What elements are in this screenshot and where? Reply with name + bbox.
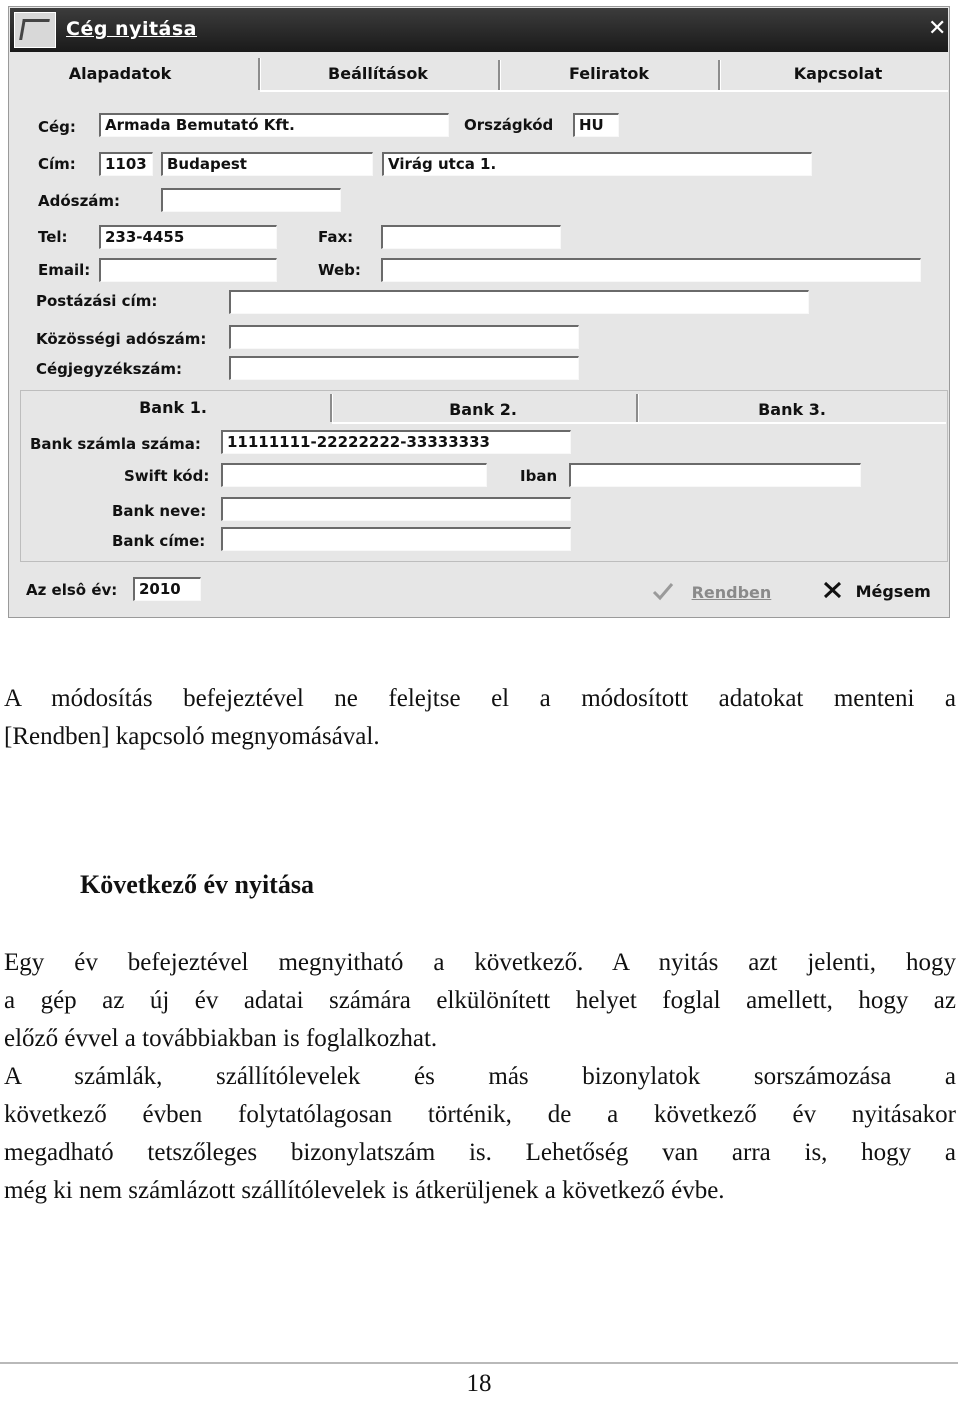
swift-field[interactable] bbox=[221, 463, 487, 487]
paragraph-line: a gép az új év adatai számára elkülönített helyet foglal amellett, hogy az bbox=[4, 987, 956, 1014]
paragraph-line: még ki nem számlázott szállítólevelek is átkerüljenek a következő évbe. bbox=[4, 1177, 725, 1204]
paragraph-line: Egy év befejeztével megnyitható a következő. A nyitás azt jelenti, hogy bbox=[4, 949, 956, 976]
cancel-button-label: Mégsem bbox=[855, 582, 931, 601]
tab-bank-1[interactable]: Bank 1. bbox=[139, 398, 207, 417]
tab-kapcsolat[interactable]: Kapcsolat bbox=[793, 64, 883, 83]
kozossegi-label: Közösségi adószám: bbox=[36, 330, 207, 348]
tab-underline bbox=[332, 422, 946, 424]
paragraph-line: A módosítás befejeztével ne felejtse el a módosított adatokat menteni a bbox=[4, 685, 956, 712]
bank-szamla-label: Bank számla száma: bbox=[30, 435, 201, 453]
iban-field[interactable] bbox=[569, 463, 861, 487]
tab-bank-3[interactable]: Bank 3. bbox=[758, 400, 826, 419]
postazasi-label: Postázási cím: bbox=[36, 292, 158, 310]
adoszam-label: Adószám: bbox=[38, 192, 121, 210]
section-heading: Következő év nyitása bbox=[80, 870, 314, 899]
bank-cime-label: Bank címe: bbox=[112, 532, 206, 550]
elso-ev-field[interactable]: 2010 bbox=[133, 577, 201, 601]
utca-field[interactable]: Virág utca 1. bbox=[382, 152, 812, 176]
tab-divider bbox=[498, 60, 500, 90]
tab-alapadatok[interactable]: Alapadatok bbox=[68, 64, 172, 83]
ceg-label: Cég: bbox=[38, 118, 76, 136]
postazasi-field[interactable] bbox=[229, 290, 809, 314]
tab-divider bbox=[258, 58, 260, 90]
cancel-button[interactable] bbox=[822, 580, 931, 601]
adoszam-field[interactable] bbox=[161, 188, 341, 212]
paragraph-line: következő évben folytatólagosan történik, de a következő év nyitásakor bbox=[4, 1101, 956, 1128]
orszagkod-field[interactable]: HU bbox=[573, 113, 619, 137]
tab-divider bbox=[718, 60, 720, 90]
paragraph-line: előző évvel a továbbiakban is foglalkozhat. bbox=[4, 1025, 438, 1052]
ok-button-label: Rendben bbox=[691, 583, 772, 602]
elso-ev-label: Az elsô év: bbox=[26, 581, 118, 599]
fax-field[interactable] bbox=[381, 225, 561, 249]
tel-field[interactable]: 233-4455 bbox=[99, 225, 277, 249]
varos-field[interactable]: Budapest bbox=[161, 152, 373, 176]
bank-cime-field[interactable] bbox=[221, 527, 571, 551]
ceg-field[interactable]: Armada Bemutató Kft. bbox=[99, 113, 449, 137]
kozossegi-field[interactable] bbox=[229, 325, 579, 349]
tab-feliratok[interactable]: Feliratok bbox=[568, 64, 650, 83]
email-field[interactable] bbox=[99, 258, 277, 282]
paragraph-line: A számlák, szállítólevelek és más bizonylatok sorszámozása a bbox=[4, 1063, 956, 1090]
cegjegyzek-field[interactable] bbox=[229, 356, 579, 380]
tab-divider bbox=[636, 394, 638, 422]
tab-divider bbox=[330, 394, 332, 422]
iban-label: Iban bbox=[520, 467, 558, 485]
check-icon bbox=[650, 580, 676, 602]
close-icon[interactable]: ✕ bbox=[928, 16, 947, 41]
irsz-field[interactable]: 1103 bbox=[99, 152, 153, 176]
footer-rule bbox=[0, 1362, 958, 1364]
tel-label: Tel: bbox=[38, 228, 68, 246]
window-title: Cég nyitása bbox=[66, 18, 198, 40]
paragraph-line: megadható tetszőleges bizonylatszám is. Lehetőség van arra is, hogy a bbox=[4, 1139, 956, 1166]
fax-label: Fax: bbox=[318, 228, 354, 246]
close-icon bbox=[822, 580, 844, 600]
page-number: 18 bbox=[466, 1370, 492, 1397]
bank-neve-label: Bank neve: bbox=[112, 502, 207, 520]
tab-beallitasok[interactable]: Beállítások bbox=[328, 64, 428, 83]
email-label: Email: bbox=[38, 261, 91, 279]
paragraph-line: [Rendben] kapcsoló megnyomásával. bbox=[4, 723, 380, 750]
tab-bank-2[interactable]: Bank 2. bbox=[449, 400, 517, 419]
cim-label: Cím: bbox=[38, 155, 76, 173]
orszagkod-label: Országkód bbox=[464, 116, 554, 134]
bank-szamla-field[interactable]: 11111111-22222222-33333333 bbox=[221, 430, 571, 454]
app-icon bbox=[14, 12, 56, 48]
web-field[interactable] bbox=[381, 258, 921, 282]
cegjegyzek-label: Cégjegyzékszám: bbox=[36, 360, 183, 378]
tab-underline bbox=[260, 90, 948, 92]
web-label: Web: bbox=[318, 261, 361, 279]
swift-label: Swift kód: bbox=[124, 467, 210, 485]
bank-neve-field[interactable] bbox=[221, 497, 571, 521]
ok-button[interactable] bbox=[650, 580, 771, 602]
